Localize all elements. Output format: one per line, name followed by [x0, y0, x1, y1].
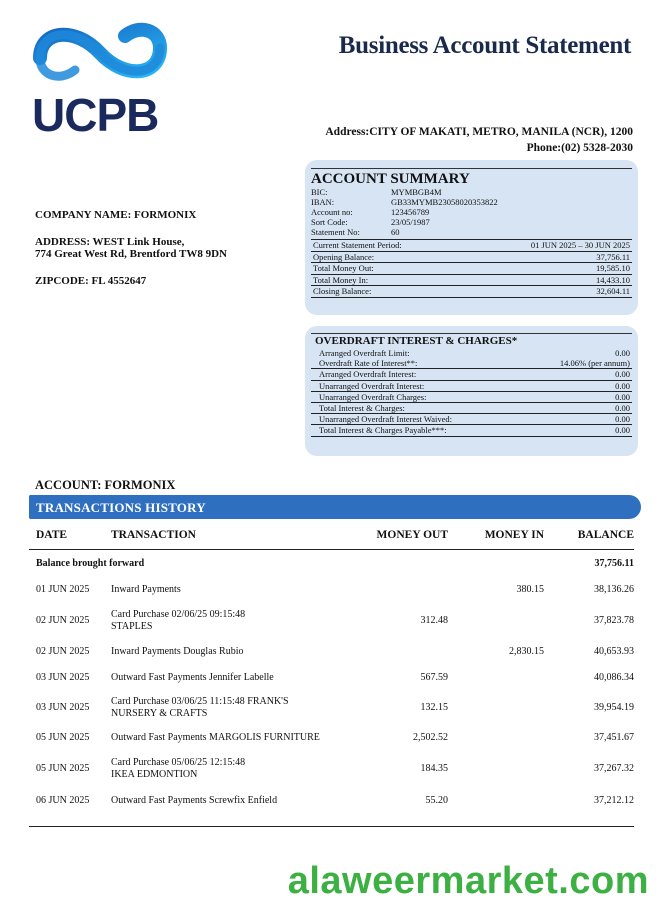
- overdraft-row: Overdraft Rate of Interest**: 14.06% (per annum): [319, 358, 630, 369]
- account-label: ACCOUNT: FORMONIX: [35, 478, 176, 492]
- header-money-in: MONEY IN: [484, 528, 544, 541]
- page-title: Business Account Statement: [338, 32, 631, 59]
- table-row: 01 JUN 2025 Inward Payments 380.15 38,136.26: [36, 584, 634, 595]
- overdraft-row: Unarranged Overdraft Interest Waived: 0.00: [311, 413, 632, 424]
- transactions-table: [29, 520, 634, 827]
- overdraft-row: Unarranged Overdraft Charges: 0.00: [311, 391, 632, 402]
- table-row: 06 JUN 2025 Outward Fast Payments Screwfix Enfield 55.20 37,212.12: [29, 787, 634, 827]
- transactions-banner: TRANSACTIONS HISTORY: [29, 495, 641, 519]
- header-money-out: MONEY OUT: [376, 528, 448, 541]
- overdraft-title: OVERDRAFT INTEREST & CHARGES*: [311, 333, 632, 348]
- bank-phone: Phone:(02) 5328-2030: [526, 142, 633, 154]
- table-row: 03 JUN 2025 Card Purchase 03/06/25 11:15:48 FRANK'S NURSERY & CRAFTS 132.15 39,954.19: [36, 696, 634, 719]
- detail-row: BIC: MYMBGB4M: [311, 187, 442, 197]
- table-row-brought-forward: Balance brought forward 37,756.11: [36, 557, 634, 569]
- overdraft-row: Arranged Overdraft Interest: 0.00: [311, 368, 632, 379]
- logo-text: UCPB: [32, 89, 159, 141]
- account-summary-panel: [305, 160, 638, 315]
- account-summary-title: ACCOUNT SUMMARY: [311, 168, 632, 187]
- bank-address-text: Address:CITY OF MAKATI, METRO, MANILA (NCR), 1200: [325, 126, 633, 138]
- summary-row: Opening Balance: 37,756.11: [313, 251, 630, 262]
- table-row: 05 JUN 2025 Outward Fast Payments MARGOLIS FURNITURE 2,502.52 37,451.67: [36, 732, 634, 743]
- table-row: 03 JUN 2025 Outward Fast Payments Jennifer Labelle 567.59 40,086.34: [36, 672, 634, 683]
- customer-address: [35, 236, 227, 260]
- logo-swirl-icon: [30, 18, 170, 88]
- detail-row: Account no: 123456789: [311, 207, 430, 217]
- company-name: COMPANY NAME: FORMONIX: [35, 209, 197, 221]
- summary-row: Current Statement Period: 01 JUN 2025 – 30 JUN 2025: [313, 240, 630, 250]
- summary-row: Total Money In: 14,433.10: [313, 274, 630, 285]
- header-balance: BALANCE: [577, 528, 634, 541]
- detail-row: IBAN: GB33MYMB23058020353822: [311, 197, 498, 207]
- watermark: alaweermarket.com: [287, 860, 649, 902]
- detail-row: Statement No: 60: [311, 227, 400, 237]
- customer-address-line2: 774 Great West Rd, Brentford TW8 9DN: [35, 248, 227, 260]
- overdraft-row: Total Interest & Charges: 0.00: [311, 402, 632, 413]
- account-details: [311, 187, 632, 237]
- table-row: 02 JUN 2025 Inward Payments Douglas Rubio 2,830.15 40,653.93: [36, 646, 634, 657]
- customer-address-line1: ADDRESS: WEST Link House,: [35, 236, 185, 248]
- table-row: 05 JUN 2025 Card Purchase 05/06/25 12:15:48 IKEA EDMONTION 184.35 37,267.32: [36, 757, 634, 780]
- table-header: [29, 520, 634, 550]
- overdraft-row: Arranged Overdraft Limit: 0.00: [319, 348, 630, 358]
- summary-row: Closing Balance: 32,604.11: [313, 286, 630, 296]
- customer-zipcode: ZIPCODE: FL 4552647: [35, 275, 147, 287]
- table-row: 02 JUN 2025 Card Purchase 02/06/25 09:15:48 STAPLES 312.48 37,823.78: [36, 609, 634, 632]
- header-transaction: TRANSACTION: [111, 528, 196, 541]
- summary-row: Total Money Out: 19,585.10: [313, 263, 630, 273]
- overdraft-row: Unarranged Overdraft Interest: 0.00: [311, 380, 632, 391]
- detail-row: Sort Code: 23/05/1987: [311, 217, 430, 227]
- overdraft-row: Total Interest & Charges Payable***: 0.00: [311, 424, 632, 436]
- overdraft-panel: [305, 326, 638, 456]
- header-date: DATE: [36, 528, 68, 541]
- bank-address: [325, 124, 633, 156]
